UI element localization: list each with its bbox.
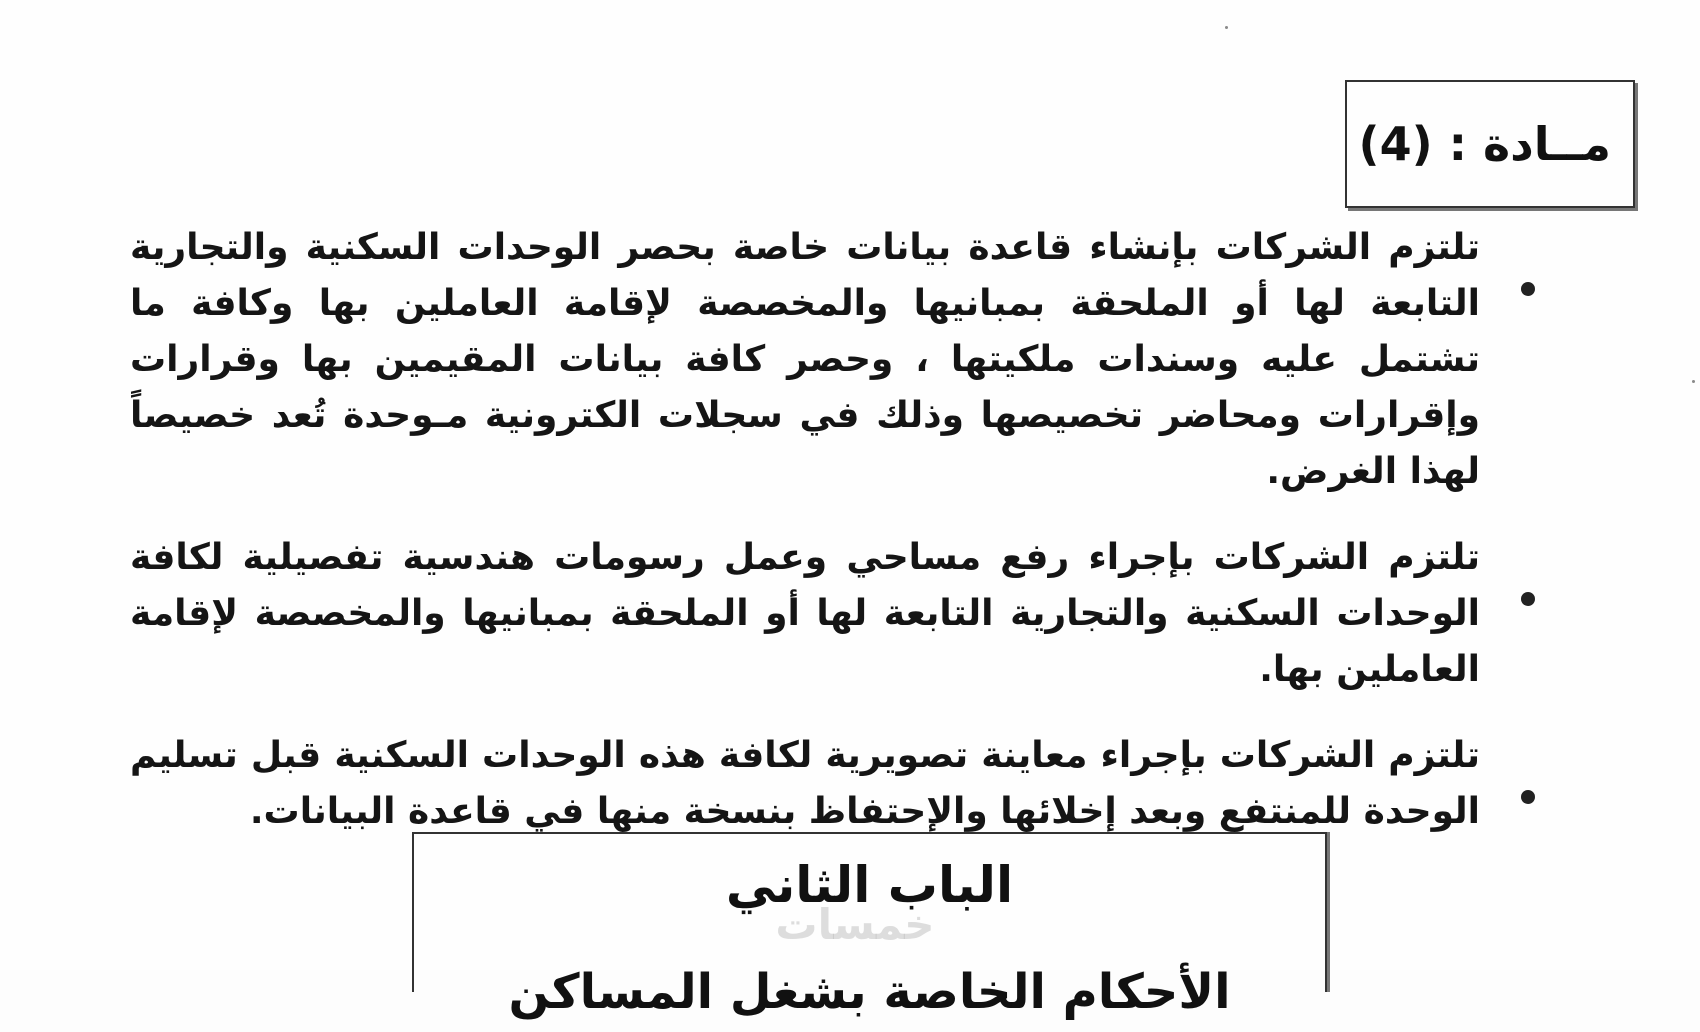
bullet-icon [1521, 592, 1535, 606]
provision-text: تلتزم الشركات بإجراء رفع مساحي وعمل رسومات هندسية تفصيلية لكافة الوحدات السكنية والتجارية التابعة لها أو الملحقة بمبانيها والمخصصة لإقامة العاملين بها. [130, 537, 1480, 690]
scan-speck [1225, 26, 1228, 29]
list-item [130, 530, 1535, 698]
bullet-icon [1521, 282, 1535, 296]
watermark: خمسات [775, 900, 935, 949]
chapter-title: الباب الثاني [725, 856, 1014, 914]
chapter-subtitle: الأحكام الخاصة بشغل المساكن [508, 964, 1231, 1020]
list-item [130, 220, 1535, 500]
list-item [130, 728, 1535, 840]
scan-speck [1692, 380, 1695, 383]
bullet-icon [1521, 790, 1535, 804]
provision-text: تلتزم الشركات بإجراء معاينة تصويرية لكافة هذه الوحدات السكنية قبل تسليم الوحدة للمنتفع وبعد إخلائها والإحتفاظ بنسخة منها في قاعدة البيانات. [130, 735, 1480, 832]
provisions-list [130, 220, 1535, 870]
article-number: مــادة : (4) [1358, 117, 1611, 171]
article-number-box [1345, 80, 1635, 208]
provision-text: تلتزم الشركات بإنشاء قاعدة بيانات خاصة بحصر الوحدات السكنية والتجارية التابعة لها أو الملحقة بمبانيها والمخصصة لإقامة العاملين بها وكافة ما تشتمل عليه وسندات ملكيتها ، وحصر كافة بيانات المقيمين بها وقرارات وإقرارات ومحاضر تخصيصها وذلك في سجلات الكترونية مـوحدة تُعد خصيصاً لهذا الغرض. [130, 227, 1480, 492]
